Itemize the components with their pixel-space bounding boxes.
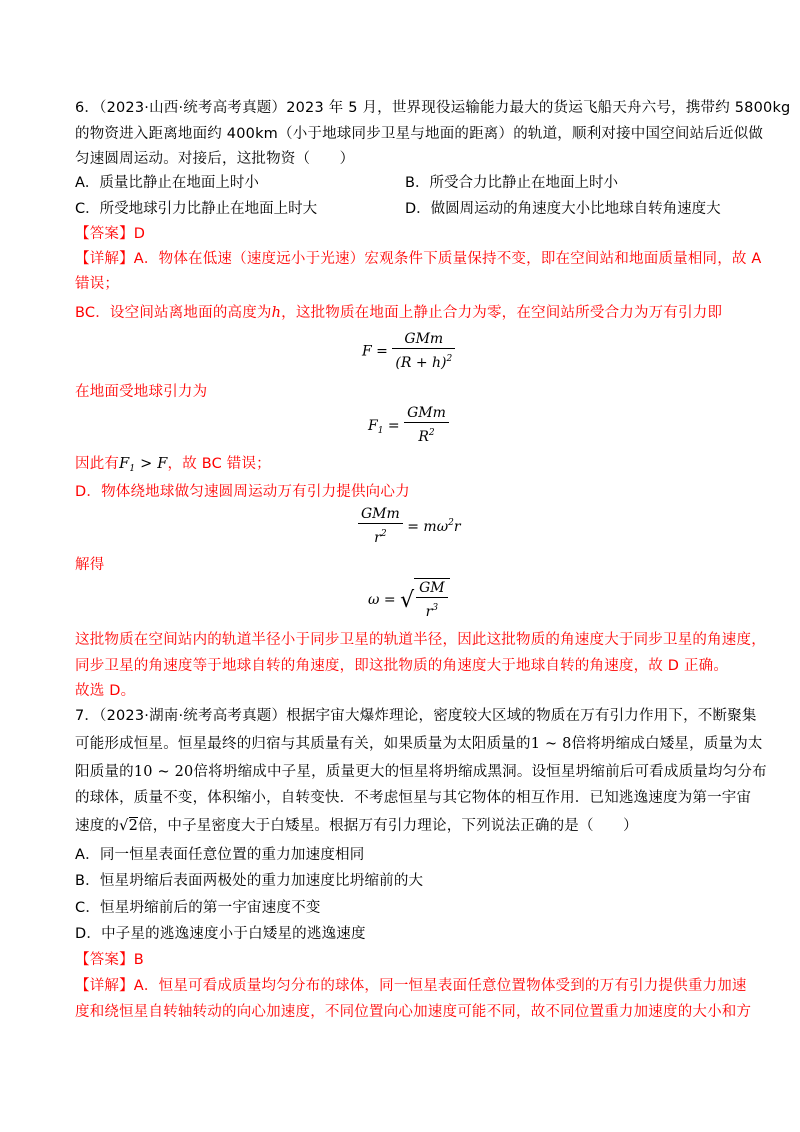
eq2-lhs-sub: 1	[377, 425, 384, 436]
q6-stem-line-3: 匀速圆周运动。对接后，这批物资（ ）	[75, 151, 355, 167]
q7-explanation-line-1: 【详解】A．恒星可看成质量均匀分布的球体，同一恒星表面任意位置物体受到的万有引力提供重力加速	[75, 978, 747, 994]
eq4-den-text: r	[425, 604, 433, 620]
q6-exp5-sub: 1	[129, 464, 136, 474]
q6-exp3-var-h: h	[271, 305, 282, 321]
eq3-denominator: $r^2$	[374, 529, 387, 546]
eq1-lhs: F =	[362, 343, 388, 360]
eq3-fraction	[358, 505, 403, 548]
q7-stem-line-1: 7．（2023·湖南·统考高考真题）根据宇宙大爆炸理论，密度较大区域的物质在万有引力作用下，不断聚集	[75, 708, 757, 724]
q6-exp3-text-b: ，这批物质在地面上静止合力为零，在空间站所受合力为万有引力即	[281, 305, 723, 321]
eq4-radicand	[414, 578, 450, 622]
eq4-numerator: GM	[416, 579, 448, 598]
q7-line2-text-b: 倍将坍缩成白矮星，质量为太	[571, 736, 763, 752]
eq2-equals: =	[387, 417, 400, 434]
q7-line5-text-a: 速度的	[75, 818, 120, 834]
q7-line5-radicand: 2	[128, 818, 138, 834]
q7-line2-math: 1 ~ 8	[530, 736, 572, 752]
q6-explanation-line-2: 错误；	[75, 276, 120, 292]
q7-line5-text-b: 倍，中子星密度大于白矮星。根据万有引力理论，下列说法正确的是（ ）	[138, 818, 638, 834]
eq2-den-text: R	[418, 429, 429, 445]
eq2-numerator: GMm	[404, 404, 449, 423]
q7-line3-math: 10 ~ 20	[133, 764, 194, 780]
eq2-denominator: $R^2$	[418, 428, 435, 445]
q6-stem-line-2: 的物资进入距离地面约 400km（小于地球同步卫星与地面的距离）的轨道，顺利对接中国空间站后近似做	[75, 126, 764, 142]
eq2-fraction	[404, 404, 449, 447]
equation-gravity-orbit	[362, 330, 455, 373]
eq4-fraction	[416, 579, 448, 622]
q7-line5-sqrt: √2	[119, 818, 138, 834]
eq3-rhs-r: r	[453, 518, 461, 535]
q6-option-d: D．做圆周运动的角速度大小比地球自转角速度大	[405, 201, 721, 217]
q6-explanation-line-7: 解得	[75, 557, 105, 573]
eq4-lhs: ω =	[368, 592, 396, 608]
q6-explanation-line-3	[75, 303, 735, 323]
q7-stem-line-4: 的球体，质量不变，体积缩小，自转变快．不考虑恒星与其它物体的相互作用．已知逃逸速度为第一宇宙	[75, 790, 752, 806]
eq3-numerator: GMm	[358, 505, 403, 524]
q6-option-a: A．质量比静止在地面上时小	[75, 175, 259, 191]
q7-stem-line-3	[75, 762, 767, 782]
q6-answer: 【答案】D	[75, 226, 146, 242]
q6-exp5-f: F	[119, 456, 130, 472]
q7-option-d: D．中子星的逃逸速度小于白矮星的逃逸速度	[75, 926, 366, 942]
eq3-den-text: r	[374, 530, 381, 546]
q6-explanation-line-9: 同步卫星的角速度等于地球自转的角速度，即这批物质的角速度大于地球自转的角速度，故 D 正确。	[75, 658, 729, 674]
q6-explanation-line-6: D．物体绕地球做匀速圆周运动万有引力提供向心力	[75, 484, 410, 500]
q6-explanation-line-4: 在地面受地球引力为	[75, 384, 208, 400]
q6-exp3-text-a: BC．设空间站离地面的高度为	[75, 305, 272, 321]
eq1-den-text: (R + h)	[395, 355, 447, 371]
q7-stem-line-5	[75, 816, 735, 836]
eq2-lhs-f: F	[368, 417, 378, 434]
q7-explanation-line-2: 度和绕恒星自转轴转动的向心加速度，不同位置向心加速度可能不同，故不同位置重力加速度的大小和方	[75, 1004, 752, 1020]
q6-explanation-line-10: 故选 D。	[75, 683, 136, 699]
q6-exp5-math	[119, 456, 167, 472]
equation-angular-velocity	[368, 578, 450, 622]
q6-exp5-text-b: ，故 BC 错误；	[167, 456, 271, 472]
q7-line3-text-b: 倍将坍缩成中子星，质量更大的恒星将坍缩成黑洞。设恒星坍缩前后可看成质量均匀分布	[193, 764, 767, 780]
eq1-fraction	[392, 330, 455, 373]
q6-explanation-line-1: 【详解】A．物体在低速（速度远小于光速）宏观条件下质量保持不变，即在空间站和地面质量相同，故 A	[75, 251, 762, 267]
eq4-denominator: $r^3$	[425, 603, 439, 620]
q7-option-c: C．恒星坍缩前后的第一宇宙速度不变	[75, 900, 321, 916]
q7-option-a: A．同一恒星表面任意位置的重力加速度相同	[75, 847, 365, 863]
equation-gravity-surface	[368, 404, 449, 447]
equation-centripetal	[358, 505, 461, 548]
q7-line2-text-a: 可能形成恒星。恒星最终的归宿与其质量有关，如果质量为太阳质量的	[75, 736, 531, 752]
sqrt-symbol-icon: √	[400, 588, 415, 613]
q6-exp5-text-a: 因此有	[75, 456, 120, 472]
q6-exp5-rel: > F	[135, 456, 168, 472]
q6-explanation-line-8: 这批物质在空间站内的轨道半径小于同步卫星的轨道半径，因此这批物质的角速度大于同步卫星的角速度，	[75, 632, 766, 648]
eq4-sqrt	[400, 578, 450, 622]
eq1-numerator: GMm	[392, 330, 455, 349]
q6-stem-line-1: 6．（2023·山西·统考高考真题）2023 年 5 月，世界现役运输能力最大的货运飞船天舟六号，携带约 5800kg	[75, 100, 791, 116]
eq3-rhs: = $m\omega^2r$	[407, 517, 461, 535]
q7-answer: 【答案】B	[75, 952, 144, 968]
q6-option-c: C．所受地球引力比静止在地面上时大	[75, 201, 318, 217]
q7-option-b: B．恒星坍缩后表面两极处的重力加速度比坍缩前的大	[75, 873, 424, 889]
q7-line3-text-a: 阳质量的	[75, 764, 134, 780]
q6-explanation-line-5	[75, 454, 735, 479]
eq1-denominator: $(R + h)^2$	[395, 354, 453, 371]
q7-stem-line-2	[75, 734, 763, 754]
eq2-lhs	[368, 418, 400, 434]
eq3-rhs-text: = mω	[407, 518, 449, 535]
q6-option-b: B．所受合力比静止在地面上时小	[405, 175, 618, 191]
